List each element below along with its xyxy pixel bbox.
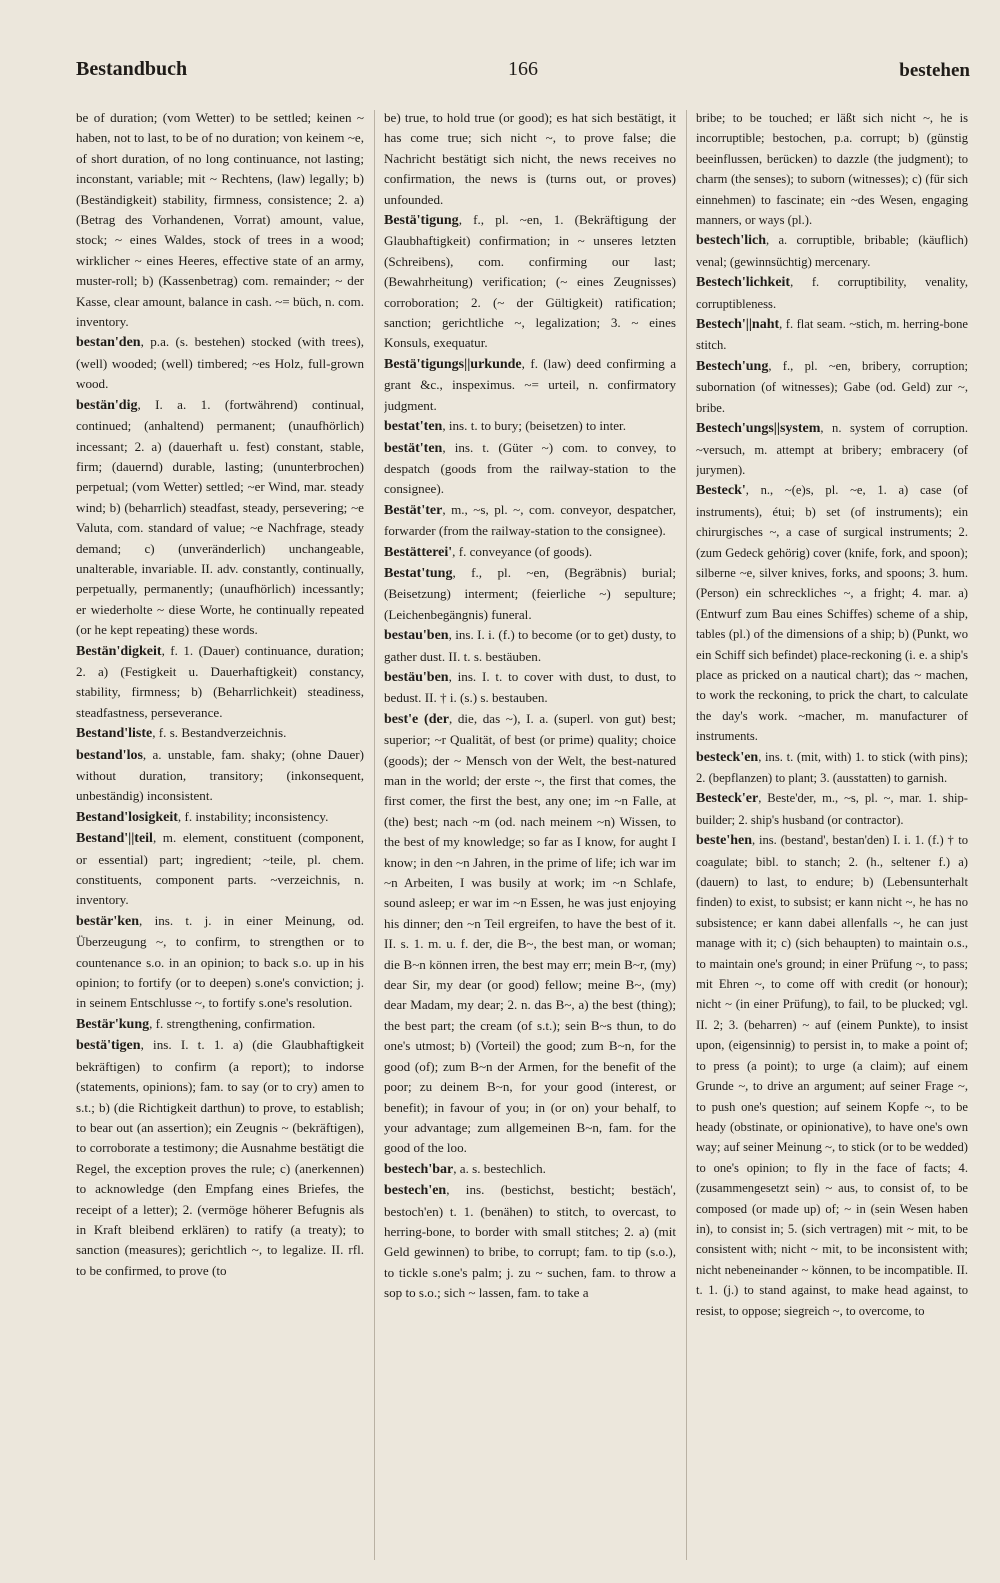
- dictionary-entry: Bestech'lichkeit, f. corruptibility, venality, corruptibleness.: [696, 275, 968, 311]
- entry-headword: Bestän'digkeit: [76, 643, 162, 659]
- dictionary-entry: Bestän'digkeit, f. 1. (Dauer) continuance, duration; 2. a) (Festigkeit u. Dauerhaftigkeit) constancy, stability, firmness; b) (Beharrlichkeit) steadiness, steadfastness, perseverance.: [76, 642, 364, 720]
- dictionary-entry: Bestä'tigungs||urkunde, f. (law) deed confirming a grant &c., inspeximus. ~= urteil, n. confirmatory judgment.: [384, 355, 676, 413]
- entry-headword: Bestä'tigungs||urkunde: [384, 356, 522, 372]
- dictionary-entry: be) true, to hold true (or good); es hat sich bestätigt, it has come true; sich nicht ~, to prove false; die Nachricht bestätigt sich nicht, the news receives no confirmation, the news is (turns out, or proves) unfounded.: [384, 110, 676, 207]
- entry-headword: Bestand'liste: [76, 726, 153, 742]
- entry-headword: bestat'ten: [384, 419, 443, 435]
- entry-headword: Bestär'kung: [76, 1016, 150, 1032]
- dictionary-entry: Besteck'er, Beste'der, m., ~s, pl. ~, mar. 1. ship-builder; 2. ship's husband (or contractor).: [696, 791, 968, 827]
- dictionary-entry: Bestätterei', f. conveyance (of goods).: [384, 543, 593, 560]
- header-catchword-right: bestehen: [899, 60, 970, 81]
- entry-headword: bestech'bar: [384, 1161, 454, 1177]
- entry-headword: Bestech'ung: [696, 358, 769, 374]
- dictionary-entry: bestau'ben, ins. I. i. (f.) to become (or to get) dusty, to gather dust. II. t. s. bestäuben.: [384, 627, 676, 664]
- dictionary-entry: bestech'en, ins. (bestichst, besticht; bestäch', bestoch'en) t. 1. (benähen) to stitch, to overcast, to herring-bone, to border with small stitches; 2. a) (mit Geld gewinnen) to bribe, to corrupt; fam. to tip (s.o.), to tickle s.one's palm; j. zu ~ suchen, fam. to throw a sop to s.o.; sich ~ lassen, fam. to take a: [384, 1182, 676, 1301]
- entry-headword: Bestä'tigung: [384, 213, 459, 229]
- entry-headword: Bestätterei': [384, 544, 453, 560]
- entry-headword: besteck'en: [696, 749, 759, 765]
- dictionary-entry: Bestand'losigkeit, f. instability; inconsistency.: [76, 808, 329, 825]
- dictionary-entry: Bestand'||teil, m. element, constituent (component, or essential) part; ingredient; ~teile, pl. chem. constituents, component parts. ~verzeichnis, n. inventory.: [76, 830, 364, 908]
- dictionary-entry: bestan'den, p.a. (s. bestehen) stocked (with trees), (well) wooded; (well) timbered; ~es Holz, full-grown wood.: [76, 334, 364, 392]
- column-right: [696, 108, 968, 1568]
- entry-headword: Besteck': [696, 483, 746, 499]
- page-header: [76, 58, 970, 92]
- entry-headword: bestä'tigen: [76, 1038, 141, 1054]
- dictionary-entry: bestä'tigen, ins. I. t. 1. a) (die Glaubhaftigkeit bekräftigen) to confirm (a report); to indorse (statements, opinions); fam. to say (or to cry) amen to s.t.; b) (die Richtigkeit darthun) to prove, to establish; to bear out (an assertion); ein Zeugnis ~ (bekräftigen), to corroborate a testimony; die Ausnahme bestätigt die Regel, the exception proves the rule; c) (anerkennen) to acknowledge (den Empfang eines Briefes, the receipt of a letter); 2. (vermöge höherer Befugnis als in Kraft bleibend erklären) to ratify (a treaty); to sanction (measures); gerichtlich ~, to legalize. II. rfl. to be confirmed, to prove (to: [76, 1037, 364, 1278]
- dictionary-entry: bestand'los, a. unstable, fam. shaky; (ohne Dauer) without duration, transitory; (inkonsequent, unbeständig) inconsistent.: [76, 746, 364, 804]
- column-divider: [686, 110, 687, 1560]
- entry-headword: bestech'lich: [696, 233, 766, 249]
- entry-headword: bestän'dig: [76, 397, 138, 413]
- entry-headword: bestär'ken: [76, 913, 139, 929]
- entry-headword: bestan'den: [76, 335, 141, 351]
- entry-headword: bestäu'ben: [384, 669, 449, 685]
- dictionary-entry: Bestand'liste, f. s. Bestandverzeichnis.: [76, 725, 287, 742]
- dictionary-entry: bestat'ten, ins. t. to bury; (beisetzen) to inter.: [384, 418, 626, 435]
- dictionary-entry: bribe; to be touched; er läßt sich nicht ~, he is incorruptible; bestochen, p.a. corrupt; b) (günstig beeinflussen, berücken) to dazzle (the judgment); to charm (the senses); to suborn (witnesses); c) (für sich einnehmen) to fascinate; ein ~des Wesen, engaging manners, or ways (pl.).: [696, 111, 968, 228]
- dictionary-entry: bestät'ten, ins. t. (Güter ~) com. to convey, to despatch (goods from the railway-station to the consignee).: [384, 439, 676, 497]
- entry-headword: Bestech'lichkeit: [696, 275, 791, 291]
- dictionary-entry: Bestat'tung, f., pl. ~en, (Begräbnis) burial; (Beisetzung) interment; (feierliche ~) sepulture; (Leichenbegängnis) funeral.: [384, 564, 676, 622]
- entry-headword: bestand'los: [76, 747, 143, 763]
- dictionary-entry: beste'hen, ins. (bestand', bestan'den) I. i. 1. (f.) † to coagulate; bibl. to stanch; 2. (h., seltener f.) a) (dauern) to last, to endure; b) (Lebensunterhalt finden) to exist, to subsist; er kann nicht ~, he has no subsistence; er kann dabei allenfalls ~, he can just manage with it; c) (sich behaupten) to maintain o.s., to maintain one's ground; in einer Prüfung ~, to pass; mit Ehren ~, to come off with credit (or honour); nicht ~ (in einer Prüfung), to fail, to be plucked; vgl. II. 2; 3. (beharren) ~ auf (einem Punkte), to insist upon, (eigensinnig) to persist in, to make a point of; to press (a point); to urge (a claim); auf einem Grunde ~, to drive an argument; auf seiner Frage ~, to push one's question; auf seinem Kopfe ~, to be heady (obstinate, or opinionative), to have one's own way; auf seiner Meinung ~, to stick (or to be wedded) to one's opinion; to fly in the face of facts; 4. (zusammengesetzt sein) ~ aus, to consist of, to be composed (or made up) of; ~ in (sein Wesen haben in), to consist in; 5. (sich vertragen) mit ~ mit, to be consistent with; nicht ~ mit, to be inconsistent with; nicht nebeneinander ~ können, to be incompatible. II. t. 1. (j.) to stand against, to make head against, to resist, to oppose; siegreich ~, to overcome, to: [696, 833, 968, 1318]
- entry-headword: beste'hen: [696, 833, 752, 849]
- dictionary-entry: Bestär'kung, f. strengthening, confirmation.: [76, 1015, 316, 1032]
- dictionary-entry: bestech'lich, a. corruptible, bribable; (käuflich) venal; (gewinnsüchtig) mercenary.: [696, 233, 968, 269]
- dictionary-entry: Bestät'ter, m., ~s, pl. ~, com. conveyor, despatcher, forwarder (from the railway-station to the consignee).: [384, 501, 676, 539]
- dictionary-entry: bestän'dig, I. a. 1. (fortwährend) continual, continued; (anhaltend) permanent; (unaufhörlich) incessant; 2. a) (dauerhaft u. fest) constant, stable, firm; (dauernd) durable, lasting; (ununterbrochen) perpetual; (vom Wetter) settled; ~er Wind, mar. steady wind; b) (beharrlich) steadfast, steady, persevering; ~e Valuta, com. standard of value; ~e Nachfrage, steady demand; c) (unveränderlich) unchangeable, unalterable, invariable. II. adv. constantly, continually, perpetually, permanently; (unaufhörlich) incessantly; er wiederholte ~ diese Worte, he continually repeated (or he kept repeating) these words.: [76, 396, 364, 638]
- page-number: 166: [508, 58, 538, 80]
- entry-headword: Besteck'er: [696, 791, 759, 807]
- dictionary-entry: be of duration; (vom Wetter) to be settled; keinen ~ haben, not to last, to be of no duration; von keinem ~e, of short duration, of no long continuance, not lasting; inconstant, variable; mit ~ Rechtens, (law) legally; b) (Beständigkeit) stability, firmness, consistence; 2. a) (Betrag des Vorhandenen, Vorrat) amount, value, stock; ~ eines Waldes, stock of trees in a wood; wirklicher ~ eines Heeres, effective state of an army, muster-roll; b) (Kassenbetrag) com. remainder; ~ der Kasse, clear amount, balance in cash. ~= büch, n. com. inventory.: [76, 110, 364, 330]
- dictionary-entry: Besteck', n., ~(e)s, pl. ~e, 1. a) case (of instruments), étui; b) set (of instruments); ein chirurgisches ~, a case of surgical instruments; 2. (zum Gedeck gehörig) cover (knife, fork, and spoon); silberne ~e, silver knives, forks, and spoons; 3. hum. (Person) ein schreckliches ~, a fright; 4. mar. a) (Entwurf zum Bau eines Schiffes) scheme of a ship, tables (pl.) of the dimensions of a ship; b) (Punkt, wo ein Schiff sich befindet) place-reckoning (i. e. a ship's place as pricked on a nautical chart); das ~ machen, to work the reckoning, to prick the chart, to calculate the day's work. ~macher, m. manufacturer of instruments.: [696, 483, 968, 744]
- dictionary-entry: Bestech'||naht, f. flat seam. ~stich, m. herring-bone stitch.: [696, 317, 968, 353]
- dictionary-entry: bestär'ken, ins. t. j. in einer Meinung, od. Überzeugung ~, to confirm, to strengthen or to countenance s.o. in an opinion; to back s.o. up in his opinion; to fortify (or to deepen) s.one's conviction; j. in seinem Entschlusse ~, to fortify s.one's resolution.: [76, 912, 364, 1011]
- entry-headword: Bestät'ter: [384, 502, 443, 518]
- entry-headword: Bestat'tung: [384, 565, 453, 581]
- entry-headword: Bestech'||naht: [696, 317, 780, 333]
- column-left: [76, 108, 364, 1568]
- entry-headword: Bestand'||teil: [76, 831, 153, 847]
- entry-headword: bestät'ten: [384, 440, 443, 456]
- entry-headword: bestech'en: [384, 1183, 447, 1199]
- dictionary-entry: bestech'bar, a. s. bestechlich.: [384, 1160, 546, 1177]
- dictionary-entry: Bestech'ungs||system, n. system of corruption. ~versuch, m. attempt at bribery; embracery (of jurymen).: [696, 421, 968, 477]
- dictionary-entry: besteck'en, ins. t. (mit, with) 1. to stick (with pins); 2. (bepflanzen) to plant; 3. (ausstatten) to garnish.: [696, 749, 968, 785]
- entry-headword: best'e (der: [384, 711, 449, 727]
- dictionary-entry: Bestech'ung, f., pl. ~en, bribery, corruption; subornation (of witnesses); Gabe (od. Geld) zur ~, bribe.: [696, 358, 968, 415]
- entry-headword: bestau'ben: [384, 628, 449, 644]
- entry-headword: Bestand'losigkeit: [76, 809, 178, 825]
- column-middle: [384, 108, 676, 1568]
- dictionary-entry: bestäu'ben, ins. I. t. to cover with dust, to dust, to bedust. II. † i. (s.) s. bestauben.: [384, 668, 676, 706]
- header-catchword-left: Bestandbuch: [76, 58, 188, 80]
- entry-headword: Bestech'ungs||system: [696, 421, 821, 437]
- dictionary-entry: best'e (der, die, das ~), I. a. (superl. von gut) best; superior; ~r Qualität, of best (or prime) quality; choice (goods); der ~ Mensch von der Welt, the best-natured man in the world; der erste ~, the first that comes, the first comer, the first the best, any one; im ~n Falle, at (the) best; nach ~m (od. nach meinem ~n) Wissen, to the best of my knowledge; so far as I know, for aught I know; in den ~n Jahren, in the prime of life; ich war im ~n Arbeiten, I was busily at work; im ~n Schlafe, sound asleep; er war im ~n Essen, he was just enjoying his dinner; den ~n Teil ergreifen, to have the best of it. II. s. 1. m. u. f. der, die B~, the best man, or woman; die B~n können irren, the best may err; mein B~r, (my) dear Sir, my dear (or good) fellow; meine B~, (my) dear Madam, my dear; 2. n. das B~, a) the best (thing); the best part; the cream (of s.t.); sein B~s thun, to do one's utmost; b) (Vorteil) the good; zum B~n, for the good (of); zum B~n der Armen, for the benefit of the poor; zu deinem B~n, for your good (interest, or benefit); in favour of you; in (or on) your behalf, to your advantage; zum allgemeinen B~n, fam. for the good of the loo.: [384, 710, 676, 1156]
- dictionary-entry: Bestä'tigung, f., pl. ~en, 1. (Bekräftigung der Glaubhaftigkeit) confirmation; in ~ unseres letzten (Schreibens), com. confirming our last; (Bewahrheitung) verification; (~ eines Zeugnisses) corroboration; 2. (~ der Gültigkeit) ratification; sanction; gerichtliche ~, legalization; 3. ~ eines Konsuls, exequatur.: [384, 212, 676, 351]
- column-divider: [374, 110, 375, 1560]
